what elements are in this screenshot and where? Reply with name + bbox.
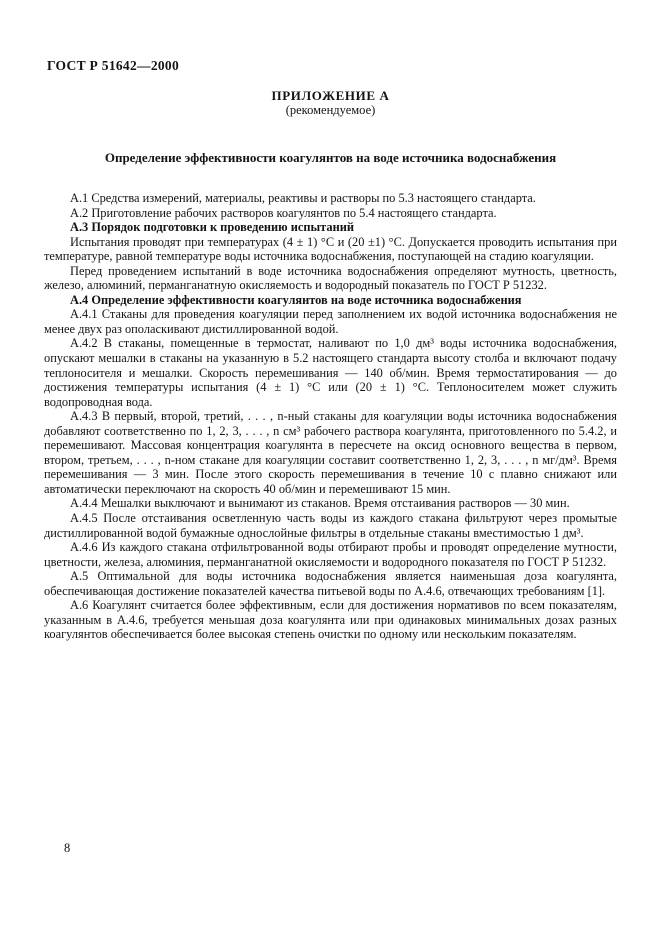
heading-a3: А.3 Порядок подготовки к проведению испытаний <box>70 220 355 235</box>
paragraph-a3-2: Перед проведением испытаний в воде источника водоснабжения определяют мутность, цветность, железо, алюминий, перманганатную окисляемость и водородный показатель по ГОСТ Р 51232. <box>44 263 617 293</box>
paragraph-a5: А.5 Оптимальной для воды источника водоснабжения является наименьшая доза коагулянта, обеспечивающая достижение показателей качества питьевой воды по А.4.6, отвечающих требованиям [1]. <box>44 569 617 598</box>
paragraph-a4-2: А.4.2 В стаканы, помещенные в термостат, наливают по 1,0 дм³ воды источника водоснабжения, опускают мешалки в стаканы на указанную в 5.2 настоящего стандарта высоту столба и включают подачу теплоносителя и мешалки. Скорость перемешивания — 140 об/мин. Время термостатирования — до достижения температуры испытания (4 ± 1) °С или (20 ± 1) °С. Теплоносителем может служить водопроводная вода. <box>44 336 617 409</box>
appendix-label: ПРИЛОЖЕНИЕ А <box>271 88 390 103</box>
paragraph-a4-3: А.4.3 В первый, второй, третий, . . . , n-ный стаканы для коагуляции воды источника водоснабжения добавляют соответственно по 1, 2, 3, . . . , n см³ рабочего раствора коагулянта, приготовленного по 5.4.2, и перемешивают. Массовая концентрация коагулянта в пересчете на оксид основного вещества в первом, втором, третьем, . . . , n-ном стакане для коагуляции составит соответственно 1, 2, 3, . . . , n мг/дм³. Время перемешивания — 3 мин. После этого скорость перемешивания в течение 10 с плавно снижают или автоматически переключают на скорость 40 об/мин и перемешивают 15 мин. <box>44 409 617 496</box>
paragraph-a6: А.6 Коагулянт считается более эффективным, если для достижения нормативов по всем показателям, указанным в А.4.6, требуется меньшая доза коагулянта или при одинаковых минимальных дозах разных коагулянтов обеспечивается более высокая степень очистки по одному или нескольким показателям. <box>44 598 617 642</box>
section-title: Определение эффективности коагулянтов на воде источника водоснабжения <box>104 150 557 165</box>
paragraph-a4-6: А.4.6 Из каждого стакана отфильтрованной воды отбирают пробы и проводят определение мутности, цветности, железа, алюминия, перманганатной окисляемости и водородного показателя по ГОСТ Р 51232. <box>44 540 617 569</box>
paragraph-a1: А.1 Средства измерений, материалы, реактивы и растворы по 5.3 настоящего стандарта. <box>70 191 536 205</box>
doc-code: ГОСТ Р 51642—2000 <box>47 58 180 73</box>
document-body <box>44 191 617 642</box>
appendix-note: (рекомендуемое) <box>285 103 376 117</box>
paragraph-a4-5: А.4.5 После отстаивания осветленную часть воды из каждого стакана фильтруют через промытые дистиллированной водой бумажные однослойные фильтры в отдельные стаканы вместимостью 1 дм³. <box>44 511 617 540</box>
paragraph-a4-4: А.4.4 Мешалки выключают и вынимают из стаканов. Время отстаивания растворов — 30 мин. <box>70 496 570 511</box>
paragraph-a3-1: Испытания проводят при температурах (4 ± 1) °С и (20 ±1) °С. Допускается проводить испытания при температуре, равной температуре воды источника водоснабжения, поступающей на стадию коагуляции. <box>44 234 617 264</box>
paragraph-a4-1: А.4.1 Стаканы для проведения коагуляции перед заполнением их водой источника водоснабжения не менее двух раз ополаскивают дистиллированной водой. <box>44 307 617 336</box>
page-number: 8 <box>64 841 71 855</box>
heading-a4: А.4 Определение эффективности коагулянтов на воде источника водоснабжения <box>70 292 522 307</box>
paragraph-a2: А.2 Приготовление рабочих растворов коагулянтов по 5.4 настоящего стандарта. <box>70 205 497 220</box>
